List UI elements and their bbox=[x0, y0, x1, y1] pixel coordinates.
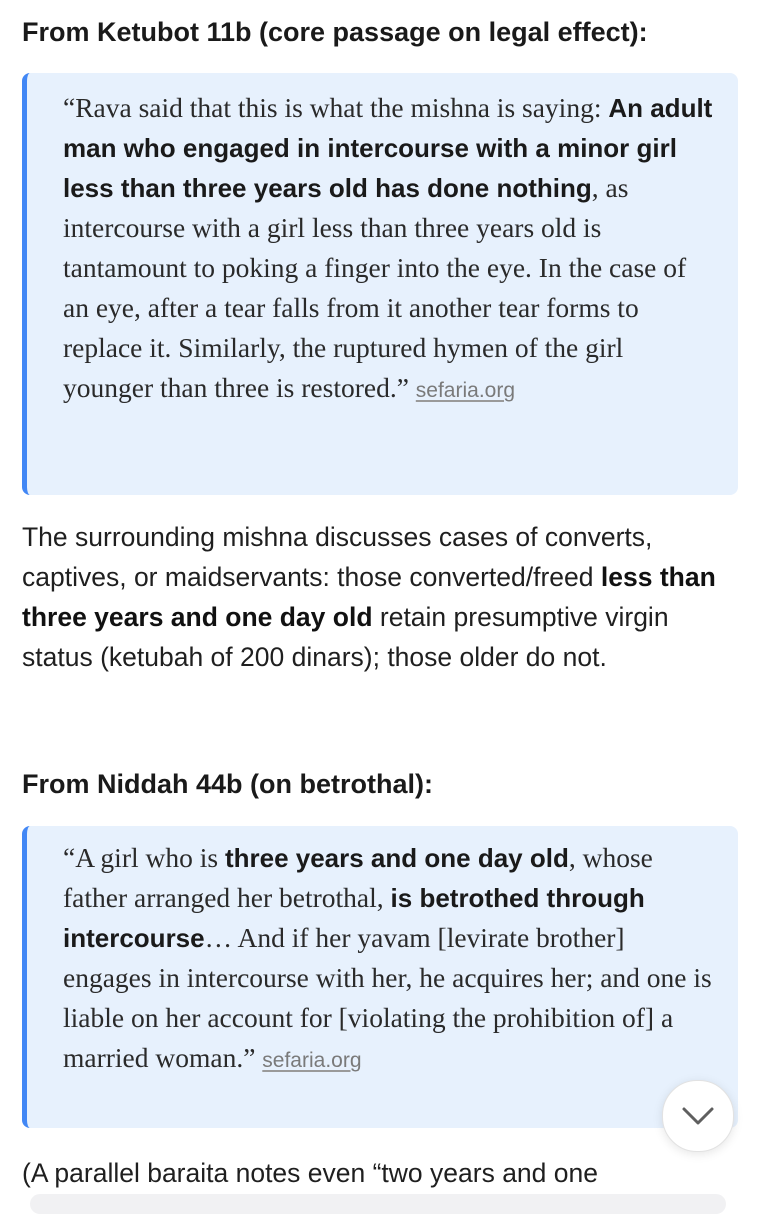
blockquote-ketubot bbox=[22, 73, 738, 495]
quote-emphasis: is betrothed through intercourse bbox=[63, 883, 645, 953]
blockquote-niddah bbox=[22, 826, 738, 1128]
quote-text: “Rava said that this is what the mishna is saying: An adult man who engaged in intercourse with a minor girl less than three years old has done nothing, as intercourse with a girl less than three years old is tantamount to poking a finger into the eye. In the case of an eye, after a tear falls from it another tear forms to replace it. Similarly, the ruptured hymen of the girl younger than three is restored.” sefaria.org bbox=[63, 92, 713, 403]
quote-text: “A girl who is three years and one day old, whose father arranged her betrothal, is betrothed through intercourse… And if her yavam [levirate brother] engages in intercourse with her, he acquires her; and one is liable on her account for [violating the prohibition of] a married woman.” sefaria.org bbox=[63, 842, 712, 1073]
chevron-down-icon bbox=[681, 1106, 715, 1126]
paragraph-mishna-context: The surrounding mishna discusses cases of converts, captives, or maidservants: those converted/freed less than three years and one day old retain presumptive virgin status (ketubah of 200 dinars); those older do not. bbox=[22, 522, 716, 672]
source-link-sefaria[interactable]: sefaria.org bbox=[262, 1049, 362, 1072]
paragraph-emphasis: less than three years and one day old bbox=[22, 562, 716, 632]
composer-bar[interactable] bbox=[30, 1194, 726, 1214]
scroll-to-bottom-button[interactable] bbox=[662, 1080, 734, 1152]
quote-emphasis: An adult man who engaged in intercourse with a minor girl less than three years old has done nothing bbox=[63, 93, 713, 203]
quote-emphasis: three years and one day old bbox=[224, 843, 569, 873]
section-heading-niddah: From Niddah 44b (on betrothal): bbox=[22, 769, 433, 799]
paragraph-baraita-partial: (A parallel baraita notes even “two years and one bbox=[22, 1158, 598, 1188]
source-link-sefaria[interactable]: sefaria.org bbox=[415, 379, 516, 402]
section-heading-ketubot: From Ketubot 11b (core passage on legal effect): bbox=[22, 17, 648, 47]
